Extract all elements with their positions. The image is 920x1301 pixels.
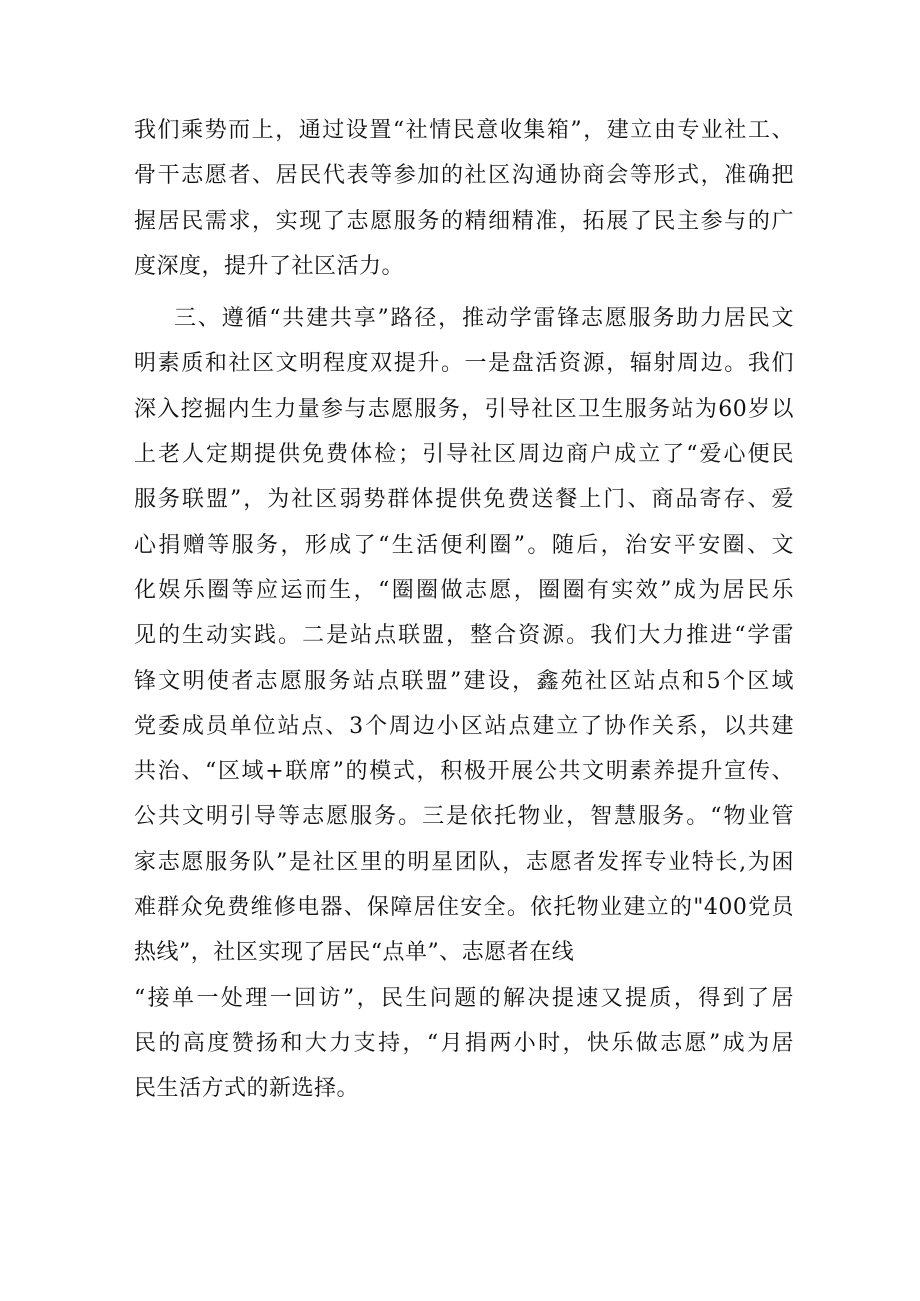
paragraph-spacer (134, 291, 794, 298)
paragraph-2 (134, 298, 794, 1110)
paragraph-line: 热线”，社区实现了居民“点单”、志愿者在线 (134, 940, 575, 966)
paragraph-line: 锋文明使者志愿服务站点联盟”建设，鑫苑社区站点和5个区域 (134, 668, 794, 694)
paragraph-line: 深入挖掘内生力量参与志愿服务，引导社区卫生服务站为60岁以 (134, 396, 794, 422)
paragraph-line: 心捐赠等服务，形成了“生活便利圈”。随后，治安平安圈、文 (134, 532, 794, 558)
paragraph-line: 握居民需求，实现了志愿服务的精细精准，拓展了民主参与的广 (134, 208, 794, 234)
paragraph-line: 共治、“区域+联席”的模式，积极开展公共文明素养提升宣传、 (134, 759, 794, 785)
paragraph-line: 服务联盟”，为社区弱势群体提供免费送餐上门、商品寄存、爱 (134, 487, 794, 513)
paragraph-line: 家志愿服务队”是社区里的明星团队，志愿者发挥专业特长,为困 (134, 849, 794, 875)
paragraph-1 (134, 110, 794, 288)
paragraph-line: 见的生动实践。二是站点联盟，整合资源。我们大力推进“学雷 (134, 623, 794, 649)
paragraph-line: 三、遵循“共建共享”路径，推动学雷锋志愿服务助力居民文 (174, 306, 794, 332)
paragraph-line: “接单一处理一回访”，民生问题的解决提速又提质，得到了居 (134, 985, 794, 1011)
paragraph-line: 我们乘势而上，通过设置“社情民意收集箱”，建立由专业社工、 (134, 118, 794, 143)
paragraph-line: 民的高度赞扬和大力支持，“月捐两小时，快乐做志愿”成为居 (134, 1030, 794, 1056)
paragraph-line: 上老人定期提供免费体检；引导社区周边商户成立了“爱心便民 (134, 442, 794, 468)
paragraph-line: 骨干志愿者、居民代表等参加的社区沟通协商会等形式，准确把 (134, 163, 794, 189)
paragraph-line: 化娱乐圈等应运而生，“圈圈做志愿，圈圈有实效”成为居民乐 (134, 577, 794, 603)
paragraph-line: 民生活方式的新选择。 (134, 1076, 360, 1102)
document-body (134, 110, 794, 1114)
paragraph-line: 党委成员单位站点、3个周边小区站点建立了协作关系，以共建 (134, 713, 794, 739)
paragraph-line: 难群众免费维修电器、保障居住安全。依托物业建立的"400党员 (134, 895, 794, 921)
paragraph-line: 明素质和社区文明程度双提升。一是盘活资源，辐射周边。我们 (134, 351, 794, 377)
paragraph-line: 公共文明引导等志愿服务。三是依托物业，智慧服务。“物业管 (134, 804, 794, 830)
paragraph-line: 度深度，提升了社区活力。 (134, 253, 405, 279)
